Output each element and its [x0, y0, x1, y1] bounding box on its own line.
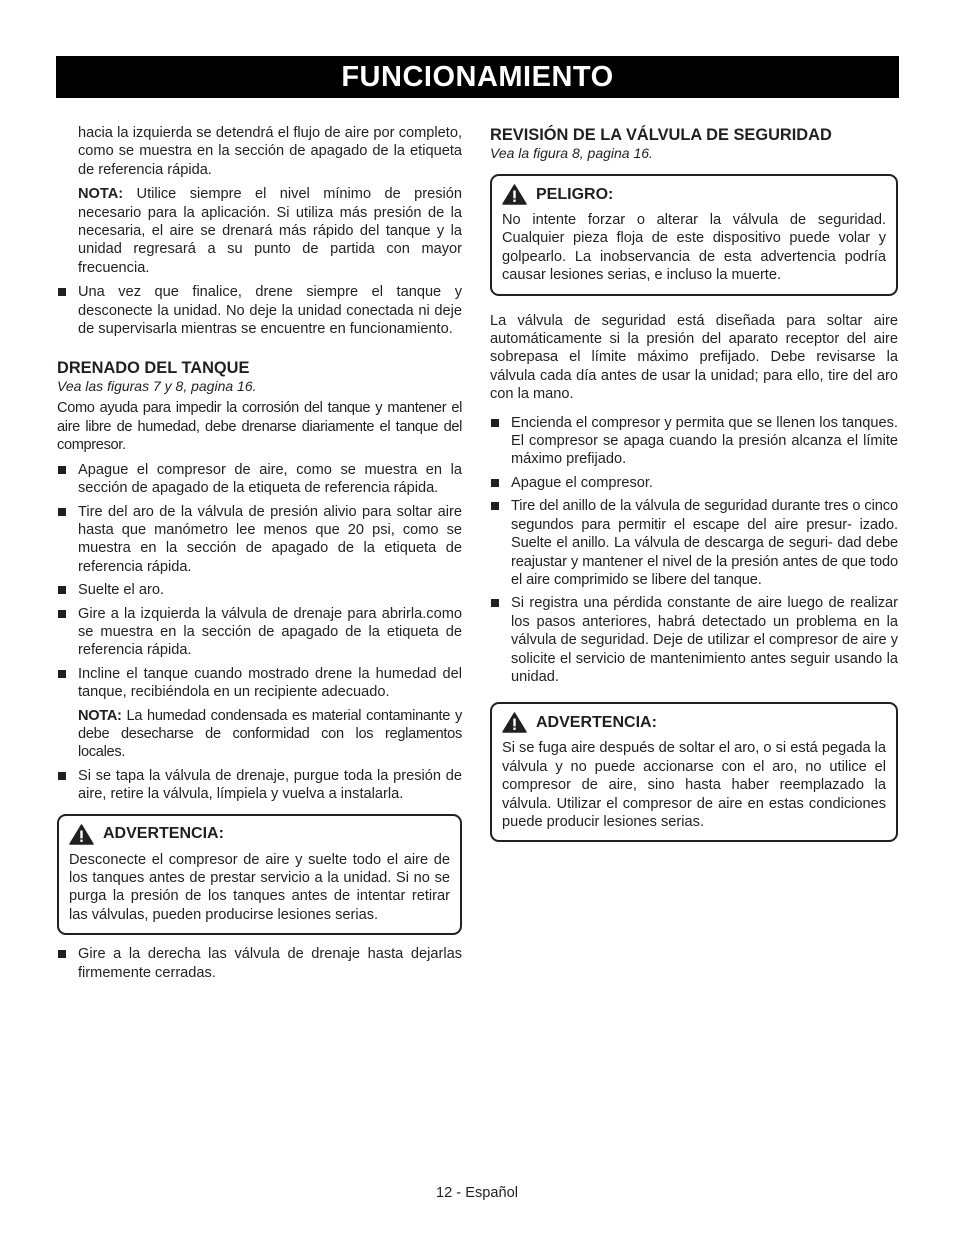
safety-valve-intro: La válvula de seguridad está diseñada para soltar aire automáticamente si la presión del aparato receptor del aire sobrepasa el límite máximo prefijado. Debe revisarse la válvula cada día antes de usar la unidad; para ello, tire del aro con la mano.	[490, 312, 898, 403]
note-text: Utilice siempre el nivel mínimo de presión necesario para la aplicación. Si utiliza más presión de la necesaria, el aire se drenará más rápido del tanque y la unidad regresará a su punto de partida con mayor frecuencia.	[78, 186, 462, 276]
danger-text: No intente forzar o alterar la válvula de seguridad. Cualquier pieza floja de este dispositivo puede volar y golpearlo. La inobservancia de esta advertencia podría causar lesiones serias, e incluso la muerte.	[502, 212, 886, 284]
note-label: NOTA:	[78, 707, 122, 724]
bullet-square-icon	[58, 772, 66, 780]
close-valve-list	[57, 945, 462, 982]
list-item: Incline el tanque cuando mostrado drene la humedad del tanque, recibiéndola en un recipiente adecuado. NOTA: La humedad condensada es material contaminante y debe desecharse de conformidad con los reglamentos locales.	[57, 665, 462, 762]
list-item: Apague el compresor.	[490, 474, 898, 492]
list-item: Tire del anillo de la válvula de seguridad durante tres o cinco segundos para permitir el escape del aire presur- izado. Suelte el anillo. La válvula de descarga de seguri- dad debe reajustar y mantener el nivel de la presión antes de que todo el aire comprimido se libere del tanque.	[490, 497, 898, 589]
warning-box	[57, 814, 462, 936]
danger-title: PELIGRO:	[536, 185, 614, 203]
figure-reference: Vea la figura 8, pagina 16.	[490, 145, 653, 161]
bullet-square-icon	[58, 288, 66, 296]
drain-intro: Como ayuda para impedir la corrosión del tanque y mantener el aire libre de humedad, debe drenarse diariamente el tanque del compresor.	[57, 400, 462, 454]
list-item: Apague el compresor de aire, como se muestra en la sección de apagado de la etiqueta de referencia rápida.	[57, 461, 462, 498]
bullet-square-icon	[58, 610, 66, 618]
list-item: Tire del aro de la válvula de presión alivio para soltar aire hasta que manómetro lee menos que 20 psi, como se muestra en la sección de apagado de la etiqueta de referencia rápida.	[57, 503, 462, 577]
bullet-square-icon	[58, 466, 66, 474]
page-number: 12 - Español	[436, 1185, 518, 1201]
list-item: Gire a la izquierda la válvula de drenaje para abrirla.como se muestra en la sección de apagado de la etiqueta de referencia rápida.	[57, 605, 462, 660]
drain-steps-list	[57, 461, 462, 804]
bullet-square-icon	[491, 502, 499, 510]
bullet-square-icon	[58, 508, 66, 516]
list-item: Una vez que finalice, drene siempre el tanque y desconecte la unidad. No deje la unidad conectada ni deje de supervisarla mientras se encuentre en funcionamiento.	[57, 283, 462, 338]
list-item: Gire a la derecha las válvula de drenaje hasta dejarlas firmemente cerradas.	[57, 945, 462, 982]
bullet-square-icon	[58, 950, 66, 958]
bullet-square-icon	[58, 670, 66, 678]
bullet-square-icon	[491, 479, 499, 487]
warning-box	[490, 702, 898, 842]
list-item: Encienda el compresor y permita que se llenen los tanques. El compresor se apaga cuando la presión alcanza el límite máximo prefijado.	[490, 414, 898, 469]
note-text: La humedad condensada es material contaminante y debe desecharse de conformidad con los reglamentos locales.	[78, 707, 462, 761]
list-item: Si registra una pérdida constante de aire luego de realizar los pasos anteriores, habrá detectado un problema en la válvula de seguridad. Deje de utilizar el compresor de aire y solicite el servicio de mantenimiento antes seguir usando la unidad.	[490, 594, 898, 686]
list-item: Si se tapa la válvula de drenaje, purgue toda la presión de aire, retire la válvula, límpiela y vuelva a instalarla.	[57, 767, 462, 804]
section-heading-drain: DRENADO DEL TANQUE	[57, 359, 250, 378]
list-item: Suelte el aro.	[57, 581, 462, 599]
finish-list	[57, 283, 462, 338]
note-moisture	[78, 707, 462, 762]
warning-triangle-icon	[502, 712, 527, 733]
warning-title: ADVERTENCIA:	[536, 713, 657, 731]
warning-triangle-icon	[502, 184, 527, 205]
note-label: NOTA:	[78, 186, 124, 203]
page-title: FUNCIONAMIENTO	[56, 56, 899, 98]
bullet-square-icon	[491, 419, 499, 427]
note-pressure	[57, 185, 462, 277]
left-column	[57, 124, 462, 987]
safety-steps-list	[490, 414, 898, 687]
danger-box	[490, 174, 898, 296]
warning-text: Desconecte el compresor de aire y suelte todo el aire de los tanques antes de prestar servicio a la unidad. Si no se purga la presión de los tanques antes de intentar retirar las válvulas, pueden producirse lesiones serias.	[69, 851, 450, 923]
warning-triangle-icon	[69, 824, 94, 845]
bullet-square-icon	[491, 599, 499, 607]
bullet-square-icon	[58, 586, 66, 594]
warning-text: Si se fuga aire después de soltar el aro, o si está pegada la válvula y no puede accionarse con el aro, no utilice el compresor de aire, sino hasta haber reemplazado la válvula. Utilizar el compresor de aire en estas condiciones puede producir lesiones serias.	[502, 740, 886, 830]
section-heading-safety-valve: REVISIÓN DE LA VÁLVULA DE SEGURIDAD	[490, 126, 832, 144]
intro-continuation: hacia la izquierda se detendrá el flujo de aire por completo, como se muestra en la sección de apagado de la etiqueta de referencia rápida.	[78, 125, 462, 178]
right-column	[490, 124, 898, 842]
warning-title: ADVERTENCIA:	[103, 825, 224, 843]
figure-reference: Vea las figuras 7 y 8, pagina 16.	[57, 378, 257, 395]
